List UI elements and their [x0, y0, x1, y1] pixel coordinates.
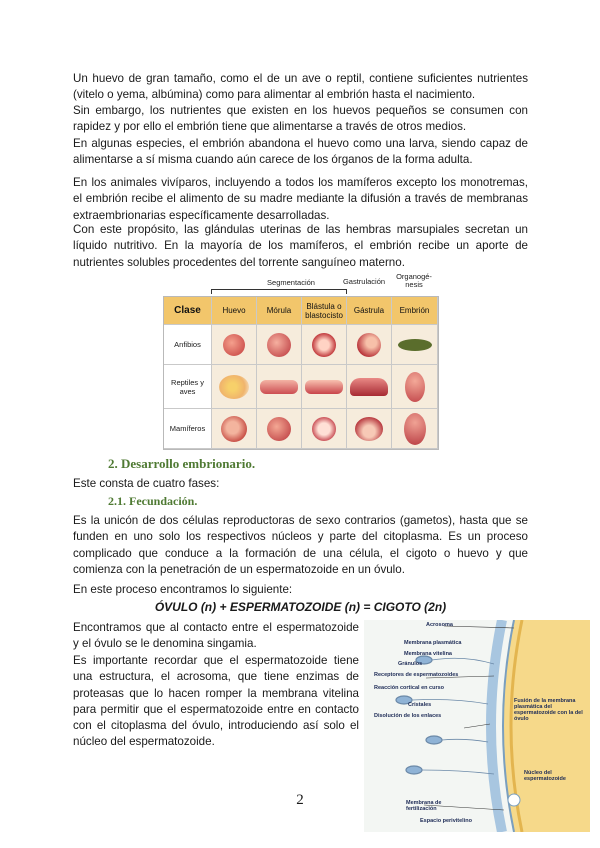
segmentacion-bracket: [211, 289, 347, 294]
image-ave-blastula: [302, 365, 347, 409]
label-nucleo: Núcleo del espermatozoide: [524, 770, 566, 782]
label-membrana-vitelina: Membrana vitelina: [404, 651, 452, 657]
image-mamifero-morula: [257, 409, 302, 449]
image-anfibio-huevo: [212, 325, 257, 365]
label-disolucion: Disolución de los enlaces: [374, 713, 442, 719]
label-espacio: Espacio perivitelino: [420, 818, 472, 824]
organogenesis-label: Organogé- nesis: [396, 272, 432, 289]
label-granulos: Gránulos: [398, 661, 423, 667]
image-ave-embrion: [392, 365, 438, 409]
acrosoma-paragraph: Es importante recordar que el espermatozoide tiene una estructura, el acrosoma, que tiene enzimas de proteasas que lo hacen romper la membrana vitelina para permitir que el espermatozoide entre en contacto con el citoplasma del óvulo, introduciendo así solo el núcleo del espermatozoide.: [73, 654, 359, 749]
header-clase: Clase: [164, 297, 212, 325]
image-mamifero-gastrula: [347, 409, 392, 449]
image-anfibio-gastrula: [347, 325, 392, 365]
paragraph-2: Sin embargo, los nutrientes que existen en los huevos pequeños se consumen con rapidez y por ello el embrión tiene que alimentarse a través de otros medios.: [73, 104, 528, 134]
paragraph-5: Con este propósito, las glándulas uterinas de las hembras marsupiales secretan un líquido nutritivo. En la mayoría de los mamíferos, el embrión recibe un aporte de nutrientes solubles procedentes del torrente sanguíneo materno.: [73, 223, 528, 269]
header-huevo: Huevo: [212, 297, 257, 325]
stages-grid: [163, 296, 439, 450]
fecundacion-paragraph: Es la unicón de dos células reproductoras de sexo contrarios (gametos), hasta que se funden en uno solo los respectivos núcleos y parte del citoplasma. Es un proceso complicado que conduce a la formación de una célula, el cigoto o huevo y que comienza con la penetración de un espermatozoide en un óvulo.: [73, 514, 528, 576]
paragraph-4: En los animales vivíparos, incluyendo a todos los mamíferos excepto los monotremas, el embrión recibe el alimento de su madre mediante la difusión a través de membranas extraembrionarias específicamente desarrolladas.: [73, 176, 528, 222]
header-blastula: Blástula o blastocisto: [302, 297, 347, 325]
header-gastrula: Gástrula: [347, 297, 392, 325]
image-anfibio-blastula: [302, 325, 347, 365]
image-anfibio-morula: [257, 325, 302, 365]
section-title: 2. Desarrollo embrionario.: [108, 456, 256, 471]
label-fusion: Fusión de la membrana plasmática del espermatozoide con la del óvulo: [514, 698, 583, 722]
image-mamifero-blastula: [302, 409, 347, 449]
gastrulacion-label: Gastrulación: [342, 277, 386, 286]
row-label-mamiferos: Mamíferos: [164, 409, 212, 449]
embryo-stages-table-figure: [163, 272, 437, 448]
image-ave-gastrula: [347, 365, 392, 409]
image-ave-huevo: [212, 365, 257, 409]
label-reaccion: Reacción cortical en curso: [374, 685, 444, 691]
label-receptores: Receptores de espermatozoides: [374, 672, 459, 678]
label-membrana-fertilizacion: Membrana de fertilización: [406, 800, 442, 812]
label-membrana-plasmatica: Membrana plasmática: [404, 640, 462, 646]
formula: ÓVULO (n) + ESPERMATOZOIDE (n) = CIGOTO (2n): [154, 600, 447, 614]
image-ave-morula: [257, 365, 302, 409]
header-embrion: Embrión: [392, 297, 438, 325]
image-mamifero-huevo: [212, 409, 257, 449]
subsection-title: 2.1. Fecundación.: [108, 494, 198, 508]
image-mamifero-embrion: [392, 409, 438, 449]
segmentacion-label: Segmentación: [267, 278, 315, 287]
row-label-anfibios: Anfibios: [164, 325, 212, 365]
paragraph-3: En algunas especies, el embrión abandona el huevo como una larva, siendo capaz de alimentarse a sí misma cuando aún carece de los órganos de la forma adulta.: [73, 137, 528, 167]
label-acrosoma: Acrosoma: [426, 622, 453, 628]
label-cristales: Cristales: [408, 702, 432, 708]
singamia-paragraph: Encontramos que al contacto entre el espermatozoide y el óvulo se le denomina singamia.: [73, 621, 359, 651]
row-label-reptiles-aves: Reptiles y aves: [164, 365, 212, 409]
paragraph-1: Un huevo de gran tamaño, como el de un ave o reptil, contiene suficientes nutrientes (vitelo o yema, albúmina) como para alimentar al embrión hasta el nacimiento.: [73, 72, 528, 102]
page-number: 2: [296, 792, 304, 808]
section-intro: Este consta de cuatro fases:: [73, 477, 220, 490]
header-morula: Mórula: [257, 297, 302, 325]
process-intro: En este proceso encontramos lo siguiente:: [73, 583, 293, 596]
image-anfibio-embrion: [392, 325, 438, 365]
